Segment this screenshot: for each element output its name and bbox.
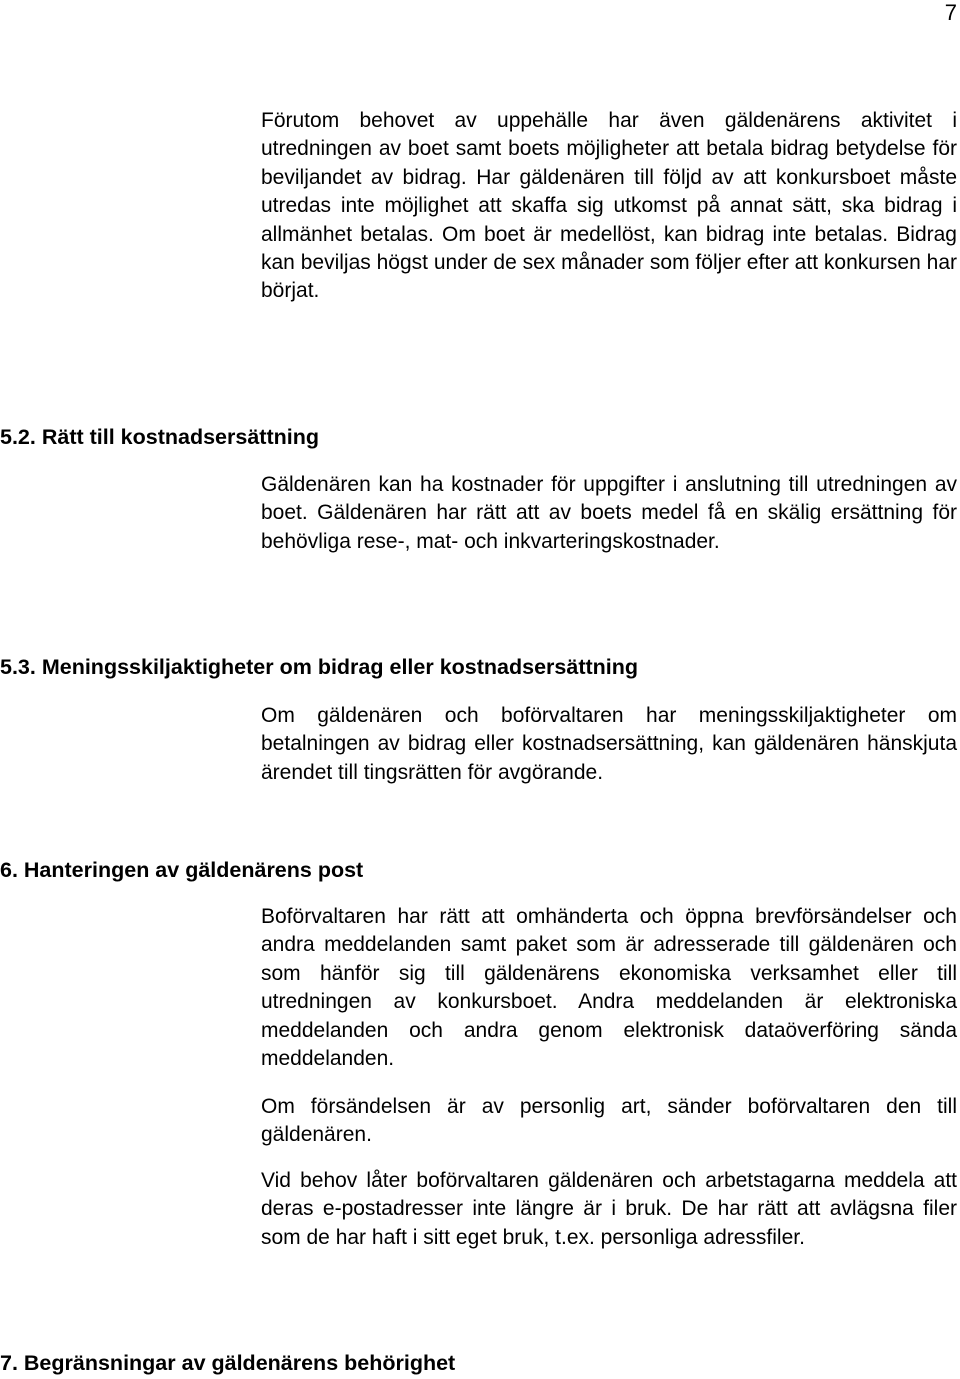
section-5-2-heading: 5.2. Rätt till kostnadsersättning bbox=[0, 425, 319, 449]
section-6-paragraph-1: Boförvaltaren har rätt att omhänderta och öppna brevförsändelser och andra meddelanden samt paket som är adresserade till gäldenären och som hänför sig till gäldenärens ekonomiska verksamhet eller till utredningen av konkursboet. Andra meddelanden är elektroniska meddelanden och andra genom elektronisk dataöverföring sända meddelanden. bbox=[261, 905, 957, 1071]
page-number: 7 bbox=[944, 0, 957, 25]
section-6-heading: 6. Hanteringen av gäldenärens post bbox=[0, 858, 364, 882]
section-5-3-paragraph: Om gäldenären och boförvaltaren har meningsskiljaktigheter om betalningen av bidrag eller kostnadsersättning, kan gäldenären hänskjuta ärendet till tingsrätten för avgörande. bbox=[261, 704, 957, 784]
section-7-heading: 7. Begränsningar av gäldenärens behörighet bbox=[0, 1351, 456, 1375]
section-6-paragraph-2: Om försändelsen är av personlig art, sänder boförvaltaren den till gäldenären. bbox=[261, 1095, 957, 1147]
section-6-paragraph-3: Vid behov låter boförvaltaren gäldenären och arbetstagarna meddela att deras e-postadresser inte längre är i bruk. De har rätt att avlägsna filer som de har haft i sitt eget bruk, t.ex. personliga adressfiler. bbox=[261, 1169, 957, 1249]
section-5-2-paragraph: Gäldenären kan ha kostnader för uppgifter i anslutning till utredningen av boet. Gäldenären har rätt att av boets medel få en skälig ersättning för behövliga rese-, mat- och inkvarteringskostnader. bbox=[261, 473, 957, 553]
intro-paragraph: Förutom behovet av uppehälle har även gäldenärens aktivitet i utredningen av boet samt boets möjligheter att betala bidrag betydelse för beviljandet av bidrag. Har gäldenären till följd av att konkursboet måste utredas inte möjlighet att skaffa sig utkomst på annat sätt, ska bidrag i allmänhet betalas. Om boet är medellöst, kan bidrag inte betalas. Bidrag kan beviljas högst under de sex månader som följer efter att konkursen har börjat. bbox=[261, 109, 957, 303]
section-5-3-heading: 5.3. Meningsskiljaktigheter om bidrag eller kostnadsersättning bbox=[0, 655, 639, 679]
